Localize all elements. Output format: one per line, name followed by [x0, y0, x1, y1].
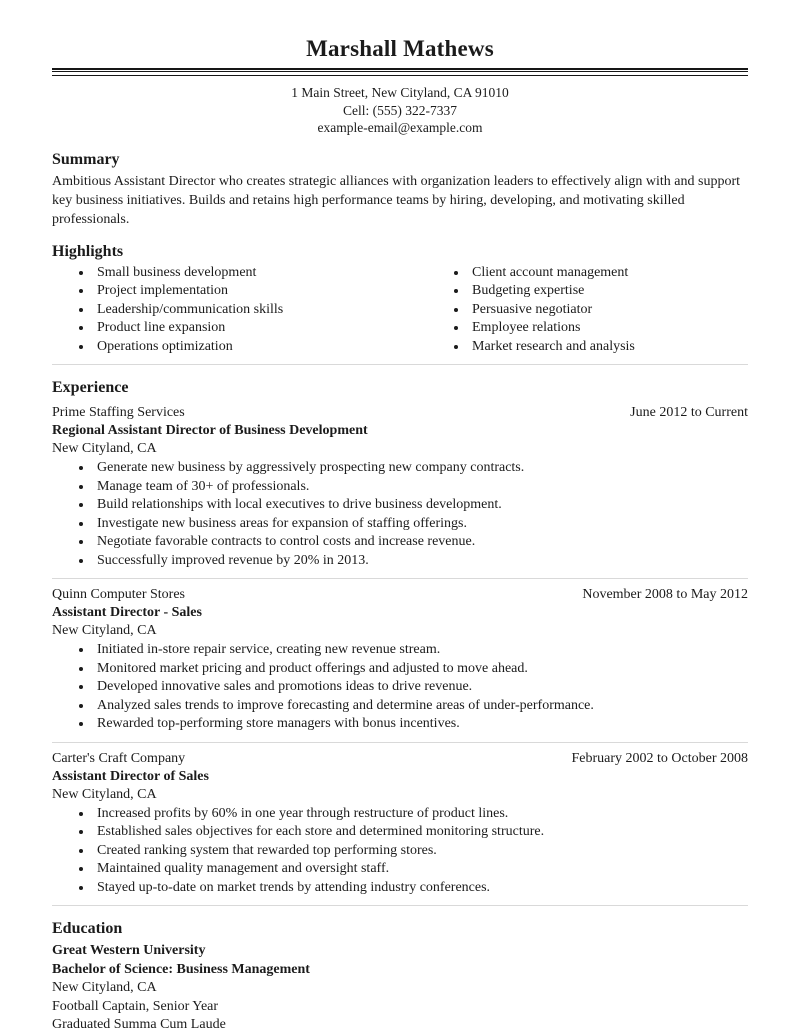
job-header — [52, 750, 748, 768]
company-name: Carter's Craft Company — [52, 750, 186, 766]
job-location: New Cityland, CA — [52, 786, 157, 802]
education-location: New Cityland, CA — [52, 980, 157, 995]
job-bullet: • Manage team of 30+ of professionals. — [93, 478, 748, 497]
job-title: Assistant Director of Sales — [52, 768, 209, 784]
education-note: Football Captain, Senior Year — [52, 998, 219, 1014]
job-bullet: • Investigate new business areas for expansion of staffing offerings. — [93, 515, 748, 534]
highlights-right-column — [427, 264, 748, 357]
job-entry — [52, 404, 748, 570]
phone-line: Cell: (555) 322-7337 — [343, 102, 457, 118]
job-bullet: • Build relationships with local executives to drive business development. — [93, 496, 748, 515]
experience-section — [52, 379, 748, 897]
rule-bottom-line — [52, 75, 748, 76]
job-divider — [52, 578, 748, 579]
job-title: Regional Assistant Director of Business Development — [52, 423, 368, 438]
job-bullet: • Created ranking system that rewarded top performing stores. — [93, 842, 748, 861]
header-double-rule — [52, 68, 748, 76]
job-bullet: • Maintained quality management and oversight staff. — [93, 860, 748, 879]
highlight-item: • Project implementation — [93, 282, 386, 301]
summary-text: Ambitious Assistant Director who creates strategic alliances with organization leaders to effectively align with and support key business initiatives. Builds and retains high performance teams by hiring, developing, and motivating skilled professionals. — [52, 173, 741, 227]
job-title: Assistant Director - Sales — [52, 605, 202, 620]
education-heading: Education — [52, 920, 123, 937]
contact-block — [52, 84, 748, 137]
job-dates: February 2002 to October 2008 — [571, 750, 748, 766]
job-bullet: • Negotiate favorable contracts to control costs and increase revenue. — [93, 533, 748, 552]
job-dates: June 2012 to Current — [630, 405, 748, 420]
highlights-section — [52, 243, 748, 357]
job-bullet: • Monitored market pricing and product offerings and adjusted to move ahead. — [93, 660, 748, 679]
highlight-item: • Budgeting expertise — [468, 282, 748, 301]
address-line: 1 Main Street, New Cityland, CA 91010 — [291, 85, 509, 100]
rule-thin-line — [52, 71, 748, 72]
resume-header — [52, 36, 748, 137]
summary-section — [52, 151, 748, 229]
job-header — [52, 404, 748, 422]
company-name: Prime Staffing Services — [52, 405, 185, 420]
job-bullet-list — [52, 641, 748, 734]
job-bullet: • Stayed up-to-date on market trends by attending industry conferences. — [93, 879, 748, 898]
highlight-item: • Leadership/communication skills — [93, 301, 386, 320]
highlights-columns — [52, 264, 748, 357]
job-bullet: • Successfully improved revenue by 20% in 2013. — [93, 552, 748, 571]
job-entry — [52, 750, 748, 898]
job-location: New Cityland, CA — [52, 623, 157, 638]
job-bullet: • Increased profits by 60% in one year through restructure of product lines. — [93, 805, 748, 824]
section-divider — [52, 905, 748, 906]
highlight-item: • Small business development — [93, 264, 386, 283]
job-dates: November 2008 to May 2012 — [582, 587, 748, 602]
highlight-item: • Persuasive negotiator — [468, 301, 748, 320]
job-divider — [52, 742, 748, 743]
email-line: example-email@example.com — [317, 120, 483, 135]
education-entry — [52, 942, 748, 1035]
school-name: Great Western University — [52, 943, 206, 958]
job-bullet-list — [52, 805, 748, 898]
highlight-item: • Product line expansion — [93, 319, 386, 338]
highlight-item: • Market research and analysis — [468, 338, 748, 357]
job-bullet: • Rewarded top-performing store managers with bonus incentives. — [93, 715, 748, 734]
job-bullet: • Generate new business by aggressively prospecting new company contracts. — [93, 459, 748, 478]
highlights-left-column — [52, 264, 386, 357]
rule-thick-line — [52, 68, 748, 70]
company-name: Quinn Computer Stores — [52, 587, 185, 602]
degree: Bachelor of Science: Business Management — [52, 961, 310, 977]
job-bullet: • Analyzed sales trends to improve forecasting and determine areas of under-performance. — [93, 697, 748, 716]
section-divider — [52, 364, 748, 365]
job-bullet: • Initiated in-store repair service, creating new revenue stream. — [93, 641, 748, 660]
job-bullet: • Established sales objectives for each store and determined monitoring structure. — [93, 823, 748, 842]
summary-heading: Summary — [52, 150, 120, 168]
job-header — [52, 586, 748, 604]
job-entry — [52, 586, 748, 734]
job-bullet-list — [52, 459, 748, 570]
job-bullet: • Developed innovative sales and promotions ideas to drive revenue. — [93, 678, 748, 697]
person-name: Marshall Mathews — [306, 36, 494, 61]
highlight-item: • Client account management — [468, 264, 748, 283]
education-section — [52, 920, 748, 1035]
highlights-heading: Highlights — [52, 242, 124, 260]
education-note: Graduated Summa Cum Laude — [52, 1017, 226, 1032]
highlight-item: • Operations optimization — [93, 338, 386, 357]
experience-heading: Experience — [52, 379, 129, 396]
job-location: New Cityland, CA — [52, 441, 157, 456]
highlight-item: • Employee relations — [468, 319, 748, 338]
